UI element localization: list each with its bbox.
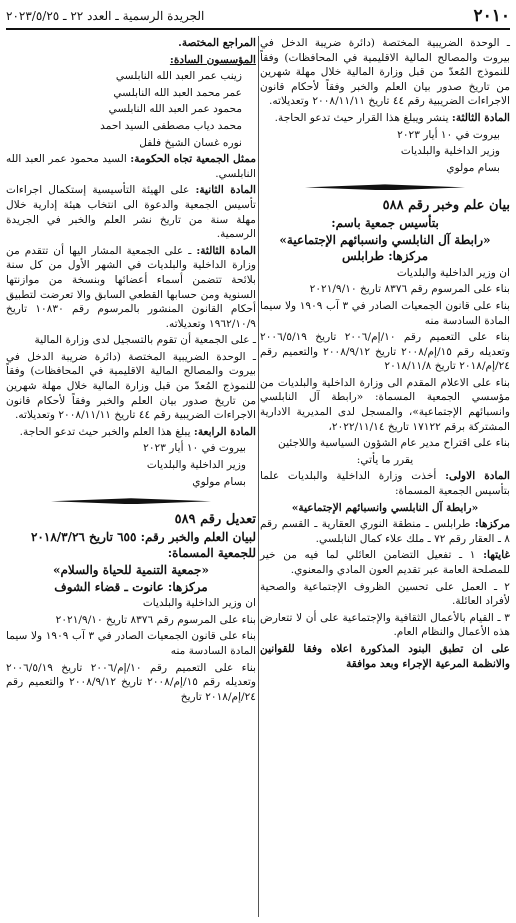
decree-heading: تعديل رقم ٥٨٩ [174,512,256,528]
article-2: المادة الثانية: على الهيئة التأسيسية إستكمال اجراءات تأسيس الجمعية والدعوة الى انتخاب هيئة إدارية خلال مهلة سنة من تاريخ نشر العلم والخبر في الجريدة الرسمية. [6,184,257,241]
signature-block: بيروت في ١٠ أيار ٢٠٢٣ وزير الداخلية والبلديات بسام مولوي [143,442,246,488]
article-1: المادة الاولى: أخذت وزارة الداخلية والبلديات علما بتأسيس الجمعية المسماة: [260,470,510,498]
association-name: «جمعية التنمية للحياة والسلام» [53,563,209,577]
column-divider [258,36,259,917]
page-number: ٢٠١٠ [473,6,510,26]
article-3: المادة الثالثة: ـ على الجمعية المشار اليها أن تتقدم من وزارة الداخلية والبلديات في الشهر الأول من كل سنة بلائحة تتضمن أسماء أعضائها وبنسخة من موازنتها السنوية ومن حسابها القطعي السابق والا تعرضت لتطبيق أحكام القانون المنشور بالمرسوم رقم ١٠٨٣٠ تاريخ ١٩٦٢/١٠/٩ وتعديلاته. [6,244,257,330]
association-name: «رابطة آل النابلسي وانسبائهم الإجتماعية» [279,232,491,247]
article-label: المادة الثالثة: [451,111,510,124]
list-item: محمود عمر العبد الله النابلسي [108,103,242,116]
tax-paragraph: ـ الوحدة الضريبية المختصة (دائرة ضريبة الدخل في بيروت والمصالح المالية الاقليمية في المحافظات) وفقاً للنموذج المُعدّ من قبل وزارة المالية خلال مهلة شهرين من تاريخ صدور بيان العلم والخبر وفقاً لأحكام قانون الاجراءات الضريبية رقم ٤٤ تاريخ ٢٠٠٨/١١/١١ وتعديلاته. [260,37,510,108]
signature-block: بيروت في ١٠ أيار ٢٠٢٣ وزير الداخلية والبلديات بسام مولوي [397,128,500,174]
ornament-divider [260,181,510,193]
list-item: زينب عمر العبد الله النابلسي [115,70,242,83]
list-item: نوره غسان الشيخ فلفل [139,136,242,149]
list-item: محمد دياب مصطفى السيد احمد [100,119,242,132]
left-column: المراجع المختصة. المؤسسون السادة: زينب عمر العبد الله النابلسي عمر محمد العبد الله النابلسي محمود عمر العبد الله النابلسي محمد دياب مصطفى السيد احمد نوره غسان الشيخ فلفل ممثل الجمعية تجاه الحكومة: السيد محمود عمر العبد الله النابلسي. المادة الثانية: على الهيئة التأسيسية إستكمال اجراءات تأسيس الجمعية والدعوة الى انتخاب هيئة إدارية خلال مهلة سنة من تاريخ نشر العلم والخبر في الجريدة الرسمية. المادة الثالثة: ـ على الجمعية المشار اليها أن تتقدم من وزارة الداخلية والبلديات في الشهر الأول من كل سنة بلائحة تتضمن أسماء أعضائها وبنسخة من موازنتها السنوية ومن حسابها القطعي السابق والا تعرضت لتطبيق أحكام القانون المنشور بالمرسوم رقم ١٠٨٣٠ تاريخ ١٩٦٢/١٠/٩ وتعديلاته. ـ على الجمعية أن تقوم بالتسجيل لدى وزارة المالية ـ الوحدة الضريبية المختصة (دائرة ضريبة الدخل في بيروت والمصالح المالية الاقليمية في المحافظات) وفقاً للنموذج المُعدّ من قبل وزارة المالية خلال مهلة شهرين من تاريخ صدور بيان العلم والخبر وفقاً لأحكام قانون الاجراءات الضريبية رقم ٤٤ تاريخ ٢٠٠٨/١١/١١ وتعديلاته. المادة الرابعة: يبلغ هذا العلم والخبر حيث تدعو الحاجة. بيروت في ١٠ أيار ٢٠٢٣ وزير الداخلية والبلديات بسام مولوي تعديل رقم ٥٨٩ لبيان العلم والخبر رقم: ٦٥٥ تاريخ ٢٠١٨/٣/٢٦ للجمعية المسماة: «جمعية التنمية للحياة والسلام» مركزها: عانوت ـ قضاء الشوف ان وزير الداخلية والبلديات بناء على المرسوم رقم ٨٣٧٦ تاريخ ٢٠٢١/٩/١٠ بناء على قانون الجمعيات الصادر في ٣ آب ١٩٠٩ ولا سيما المادة السادسة منه بناء على التعميم رقم ١٠/إم/٢٠٠٦ تاريخ ٢٠٠٦/٥/١٩ وتعديله رقم ١٥/إم/٢٠٠٨ تاريخ ٢٠٠٨/٩/١٢ والتعميم رقم ٢٤/إم/٢٠١٨ تاريخ [6,37,257,703]
page-header [6,4,510,30]
gazette-title: الجريدة الرسمية ـ العدد ٢٢ ـ ٢٠٢٣/٥/٢٥ [6,9,205,23]
ornament-divider [6,495,256,507]
article-4: المادة الرابعة: يبلغ هذا العلم والخبر حيث تدعو الحاجة. [19,425,256,438]
right-column: ـ الوحدة الضريبية المختصة (دائرة ضريبة الدخل في بيروت والمصالح المالية الاقليمية في المحافظات) وفقاً للنموذج المُعدّ من قبل وزارة المالية خلال مهلة شهرين من تاريخ صدور بيان العلم والخبر وفقاً لأحكام قانون الاجراءات الضريبية رقم ٤٤ تاريخ ٢٠٠٨/١١/١١ وتعديلاته. المادة الثالثة: ينشر ويبلغ هذا القرار حيث تدعو الحاجة. بيروت في ١٠ أيار ٢٠٢٣ وزير الداخلية والبلديات بسام مولوي بيان علم وخبر رقم ٥٨٨ بتأسيس جمعية باسم: «رابطة آل النابلسي وانسبائهم الإجتماعية» مركزها: طرابلس ان وزير الداخلية والبلديات بناء على المرسوم رقم ٨٣٧٦ تاريخ ٢٠٢١/٩/١٠ بناء على قانون الجمعيات الصادر في ٣ آب ١٩٠٩ ولا سيما المادة السادسة منه بناء على التعميم رقم ١٠/إم/٢٠٠٦ تاريخ ٢٠٠٦/٥/١٩ وتعديله رقم ١٥/إم/٢٠٠٨ تاريخ ٢٠٠٨/٩/١٢ والتعميم رقم ٢٤/إم/٢٠١٨ تاريخ ٢٠١٨/١١/٨ بناء على الاعلام المقدم الى وزارة الداخلية والبلديات من مؤسسي الجمعية المسماة: «رابطة آل النابلسي وانسبائهم الإجتماعية»، والمسجل لدى المديرية الادارية المشتركة برقم ١٧١٢٢ تاريخ ٢٠٢٢/١١/١٤، بناء على اقتراح مدير عام الشؤون السياسية واللاجئين يقرر ما يأتي: المادة الاولى: أخذت وزارة الداخلية والبلديات علما بتأسيس الجمعية المسماة: «رابطة آل النابلسي وانسبائهم الإجتماعية» مركزها: طرابلس ـ منطقة النوري العقارية ـ القسم رقم ٨ ـ العقار رقم ٧٢ ـ ملك علاء كمال النابلسي. غايتها: ١ ـ تفعيل التضامن العائلي لما فيه من خير للمصلحة العامة عبر تقديم العون المادي والمعنوي. ٢ ـ العمل على تحسين الظروف الإجتماعية والصحية لأفراد العائلة. ٣ ـ القيام بالأعمال الثقافية والإجتماعية على أن لا تتعارض هذه الأعمال والنظام العام. على ان تطبق البنود المذكورة اعلاه وفقا للقوانين والانظمة المرعية الإجراء وبعد موافقة [260,37,510,670]
decree-heading: بيان علم وخبر رقم ٥٨٨ [382,198,510,214]
founders-list [6,69,256,150]
list-item: عمر محمد العبد الله النابلسي [113,86,242,99]
article-3: المادة الثالثة: ينشر ويبلغ هذا القرار حيث تدعو الحاجة. [274,111,510,124]
